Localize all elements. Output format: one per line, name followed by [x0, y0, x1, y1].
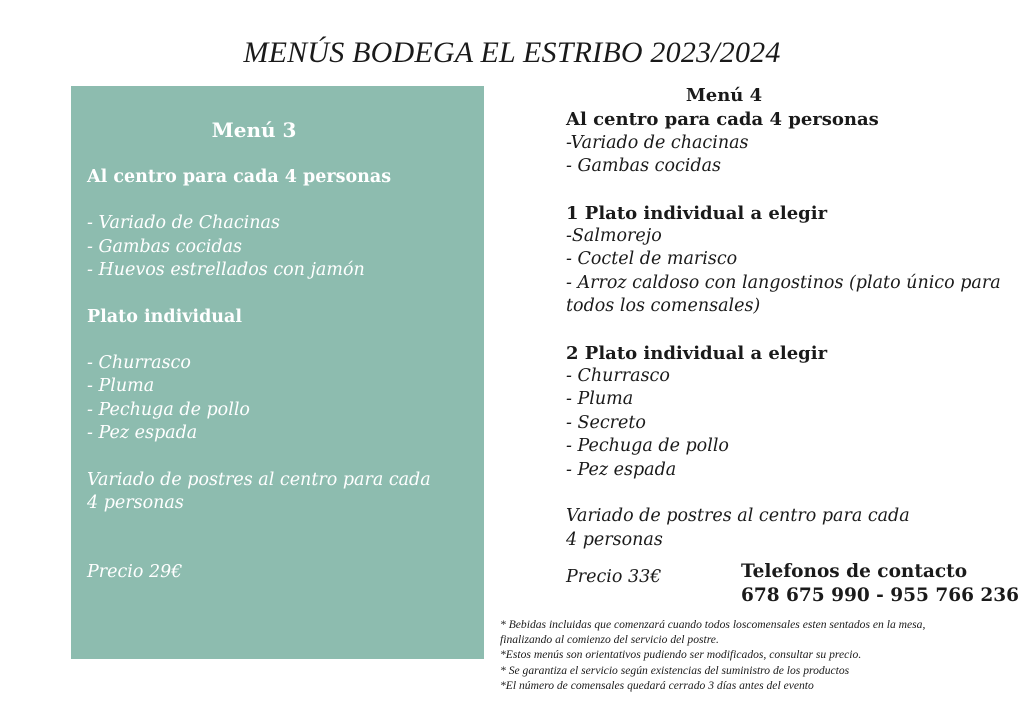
- menu4-dessert-line: Variado de postres al centro para cada: [566, 506, 910, 527]
- menu3-body: [87, 166, 472, 585]
- menu4-section2-item: - Coctel de marisco: [566, 249, 738, 270]
- footnote: *Estos menús son orientativos pudiendo ser modificados, consultar su precio.: [500, 648, 862, 662]
- menu4-price: Precio 33€: [566, 566, 662, 587]
- menu4-section2-item: - Arroz caldoso con langostinos (plato único para: [566, 272, 1001, 293]
- menu4-section3-item: - Pechuga de pollo: [566, 436, 729, 457]
- menu4-section2-heading: 1 Plato individual a elegir: [566, 202, 828, 224]
- contact-block: [741, 560, 1019, 608]
- footnote: finalizando al comienzo del servicio del postre.: [500, 633, 719, 647]
- menu3-section1-item: - Variado de Chacinas: [87, 213, 280, 234]
- menu4-section1-heading: Al centro para cada 4 personas: [566, 109, 879, 131]
- menu4-section3-heading: 2 Plato individual a elegir: [566, 342, 828, 364]
- menu3-section1-item: - Huevos estrellados con jamón: [87, 260, 365, 281]
- footnote: * Se garantiza el servicio según existencias del suministro de los productos: [500, 663, 850, 677]
- menu3-dessert-line: Variado de postres al centro para cada: [87, 469, 431, 490]
- menu4-section1-item: - Gambas cocidas: [566, 156, 722, 177]
- menu3-panel: [71, 86, 484, 659]
- menu3-section1-item: - Gambas cocidas: [87, 236, 243, 257]
- menu3-section1-heading: Al centro para cada 4 personas: [87, 167, 392, 187]
- menu3-title: Menú 3: [211, 118, 297, 142]
- contact-label: Telefonos de contacto: [741, 561, 968, 582]
- footnote: *El número de comensales quedará cerrado 3 días antes del evento: [500, 678, 814, 692]
- menu4-section3-item: - Pluma: [566, 389, 634, 410]
- menu3-section2-item: - Churrasco: [87, 353, 191, 374]
- menu4-title: Menú 4: [685, 85, 763, 106]
- menu4-section2-item: todos los comensales): [566, 296, 761, 317]
- footnotes: [500, 617, 1010, 693]
- menu4-section2-item: -Salmorejo: [566, 226, 662, 247]
- menu3-section2-item: - Pluma: [87, 376, 155, 397]
- menu3-section2-heading: Plato individual: [87, 306, 243, 327]
- menu4-dessert-line: 4 personas: [566, 529, 663, 550]
- menu3-section2-item: - Pez espada: [87, 423, 198, 444]
- page-title: MENÚS BODEGA EL ESTRIBO 2023/2024: [243, 36, 781, 69]
- menu4-section3-item: - Pez espada: [566, 459, 677, 480]
- menu3-price: Precio 29€: [87, 562, 183, 583]
- menu4-section1-item: -Variado de chacinas: [566, 132, 749, 153]
- footnote: * Bebidas incluidas que comenzará cuando todos loscomensales esten sentados en la mesa,: [500, 618, 926, 631]
- menu3-dessert-line: 4 personas: [87, 493, 184, 514]
- menu3-section2-item: - Pechuga de pollo: [87, 399, 250, 420]
- menu4-section3-item: - Churrasco: [566, 366, 670, 387]
- menu4-section3-item: - Secreto: [566, 412, 646, 433]
- contact-phones: 678 675 990 - 955 766 236: [741, 585, 1020, 606]
- menu4-column: [566, 84, 1011, 589]
